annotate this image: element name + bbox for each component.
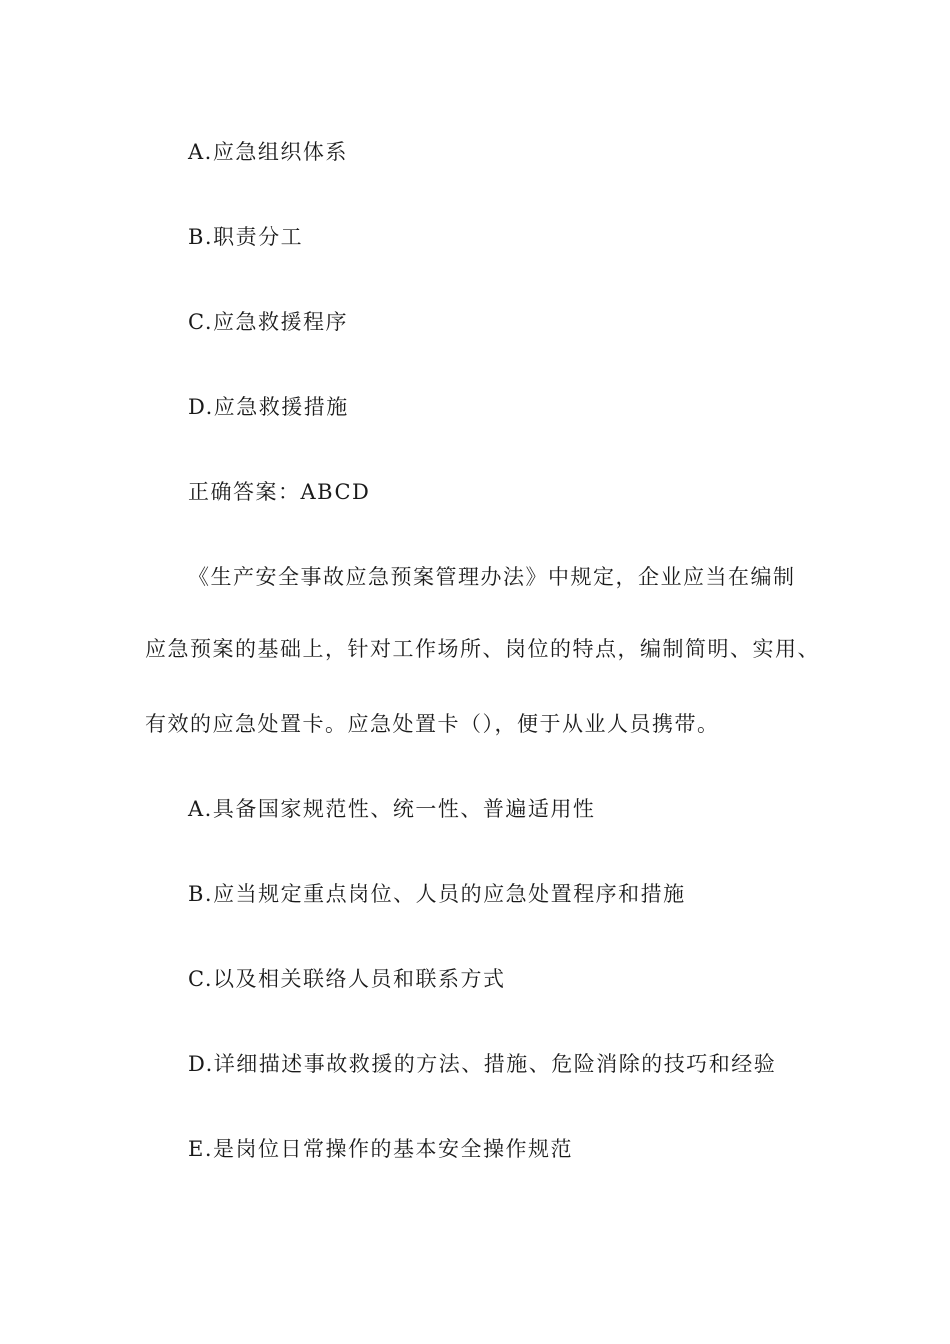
q2-stem-line: 应急预案的基础上，针对工作场所、岗位的特点，编制简明、实用、 <box>145 637 820 661</box>
q1-option-a: A.应急组织体系 <box>188 140 348 164</box>
q2-stem-line: 有效的应急处置卡。应急处置卡（），便于从业人员携带。 <box>145 712 720 736</box>
q2-option-c: C.以及相关联络人员和联系方式 <box>188 967 506 991</box>
q2-option-d: D.详细描述事故救援的方法、措施、危险消除的技巧和经验 <box>188 1052 777 1076</box>
q2-option-a: A.具备国家规范性、统一性、普遍适用性 <box>188 797 596 821</box>
q1-answer: 正确答案：ABCD <box>188 480 371 504</box>
q1-option-b: B.职责分工 <box>188 225 304 249</box>
q1-option-c: C.应急救援程序 <box>188 310 348 334</box>
q1-option-d: D.应急救援措施 <box>188 395 349 419</box>
q2-option-e: E.是岗位日常操作的基本安全操作规范 <box>188 1137 574 1161</box>
q2-stem-line: 《生产安全事故应急预案管理办法》中规定，企业应当在编制 <box>188 565 796 589</box>
q2-option-b: B.应当规定重点岗位、人员的应急处置程序和措施 <box>188 882 686 906</box>
